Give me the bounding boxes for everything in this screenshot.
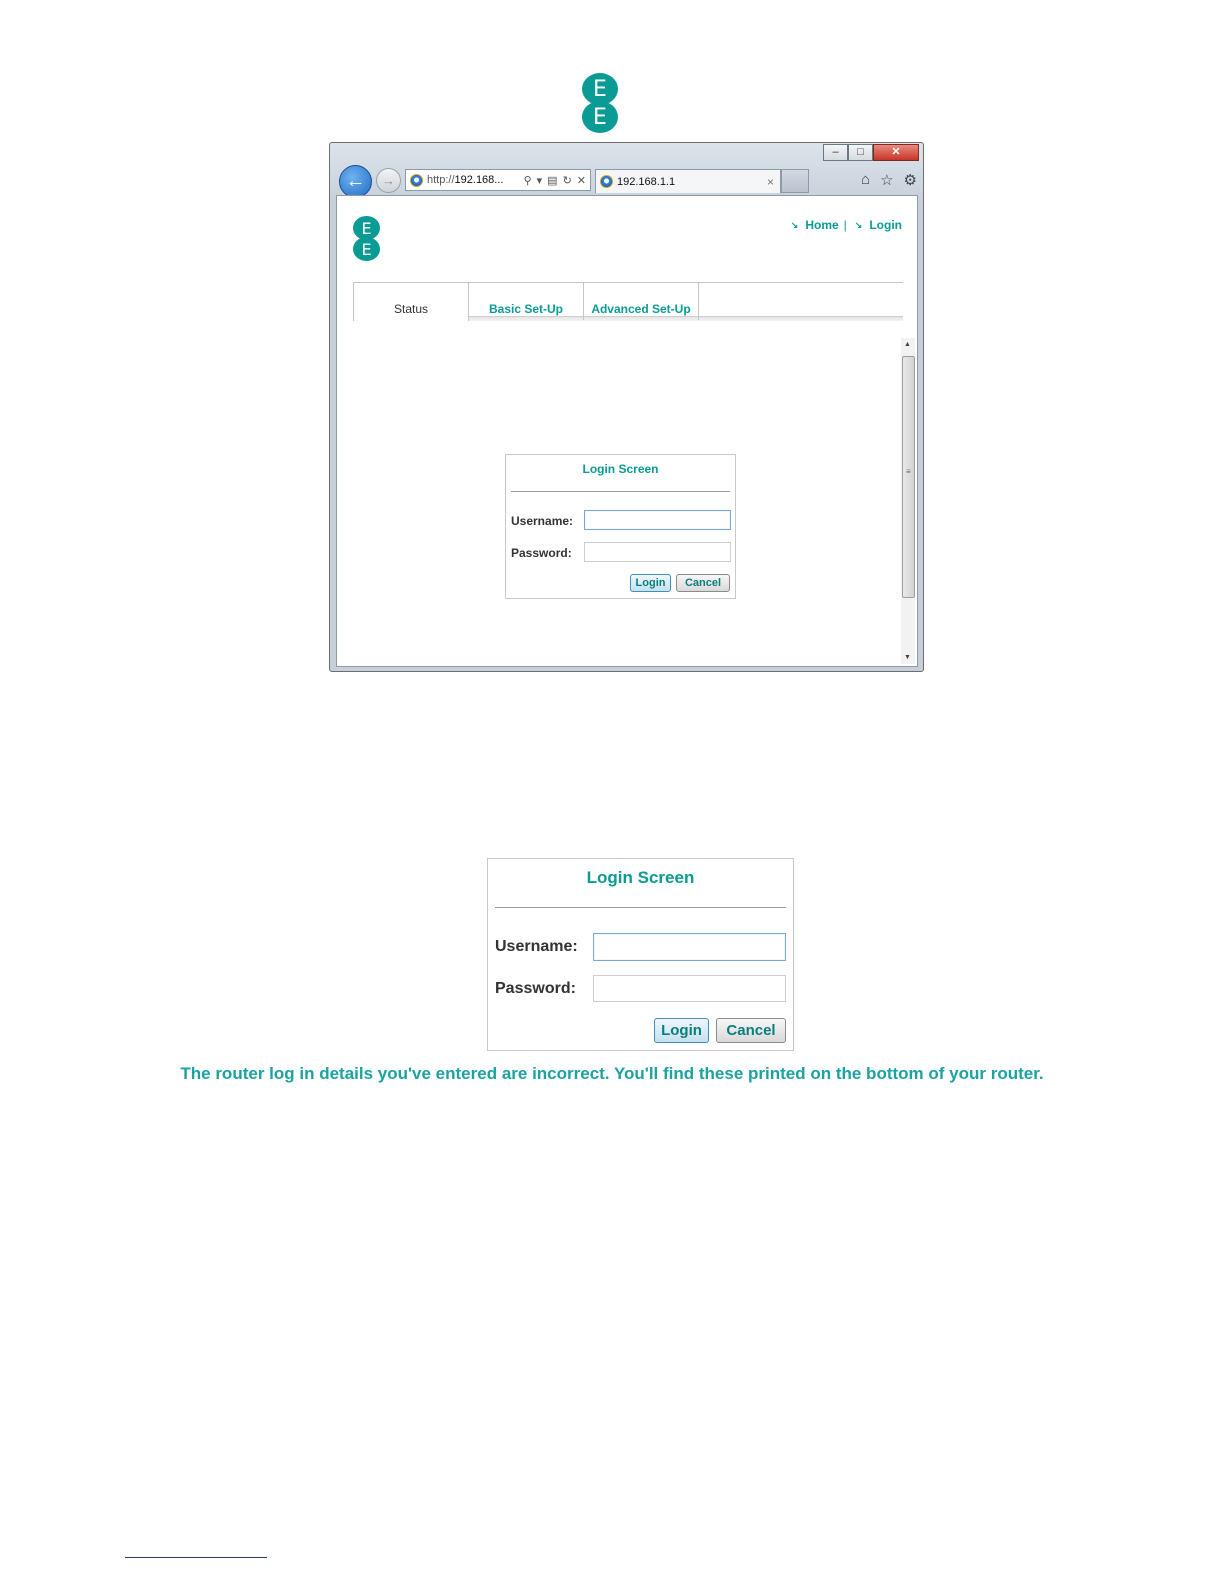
top-links [791,218,902,232]
browser-window [329,142,924,672]
title-divider [511,491,730,492]
login-panel-large [487,858,794,1051]
link-separator: | [843,218,847,232]
ee-logo-letter: E [582,73,618,105]
router-logo-letter: E [353,216,380,240]
settings-icon[interactable]: ⚙ [903,172,917,189]
cancel-button[interactable]: Cancel [716,1018,786,1043]
tab-status[interactable]: Status [353,283,469,321]
tab-close-icon[interactable]: × [766,174,774,189]
username-label: Username: [511,514,574,528]
ee-logo-letter: E [582,101,618,133]
link-arrow-icon: ↘ [854,219,863,230]
router-logo [353,216,380,261]
address-scheme: http:// [427,174,455,186]
refresh-icon[interactable]: ↻ [562,174,572,187]
link-arrow-icon: ↘ [790,219,799,230]
login-title: Login Screen [586,868,695,887]
password-input[interactable] [584,542,731,562]
footnote-rule [125,1557,267,1558]
home-icon[interactable]: ⌂ [861,171,871,188]
vertical-scrollbar[interactable] [901,338,915,664]
login-link[interactable]: Login [869,218,902,232]
password-input[interactable] [593,975,786,1002]
login-panel [505,454,736,599]
tab-title: 192.168.1.1 [617,175,676,188]
stop-icon[interactable]: ✕ [576,174,586,187]
router-logo-letter: E [353,237,380,261]
tab-advanced-setup[interactable]: Advanced Set-Up [583,283,699,320]
title-divider [495,907,786,908]
compat-icon[interactable]: ▤ [547,174,558,187]
address-icons [524,174,590,187]
forward-arrow-icon[interactable]: → [376,168,401,193]
address-text [427,174,524,186]
login-button[interactable]: Login [630,574,671,592]
login-button[interactable]: Login [654,1018,709,1043]
tab-basic-setup[interactable]: Basic Set-Up [468,283,584,320]
ee-logo [582,73,618,133]
address-bar[interactable] [405,169,591,191]
browser-toolbar [861,171,917,189]
new-tab-button[interactable] [781,169,809,193]
close-window-icon[interactable]: ✕ [873,144,919,161]
address-host: 192.168... [454,174,504,186]
page-viewport [336,195,918,667]
search-icon[interactable]: ⚲ [523,174,532,187]
error-message: The router log in details you've entered are incorrect. You'll find these printed on the bottom of your router. [180,1064,1044,1083]
grip-icon: ≡ [906,467,911,476]
ie-page-icon [600,175,613,188]
dropdown-icon[interactable]: ▾ [536,174,543,187]
username-input[interactable] [584,510,731,530]
browser-tab[interactable] [595,169,781,193]
favorites-icon[interactable]: ☆ [880,172,894,189]
ie-page-icon [410,174,423,187]
home-link[interactable]: Home [805,218,839,232]
cancel-button[interactable]: Cancel [676,574,730,592]
password-label: Password: [511,546,572,560]
login-title: Login Screen [582,462,659,476]
restore-icon[interactable]: □ [848,144,873,161]
scroll-up-icon[interactable]: ▲ [904,341,911,348]
scrollbar-thumb[interactable] [902,356,915,598]
password-label: Password: [495,980,576,997]
minimize-icon[interactable]: – [823,144,848,161]
scroll-down-icon[interactable]: ▼ [904,654,911,661]
username-input[interactable] [593,933,786,961]
back-arrow-icon[interactable]: ← [339,165,372,198]
username-label: Username: [495,938,578,955]
router-tabs [353,282,903,321]
window-controls [823,144,919,161]
